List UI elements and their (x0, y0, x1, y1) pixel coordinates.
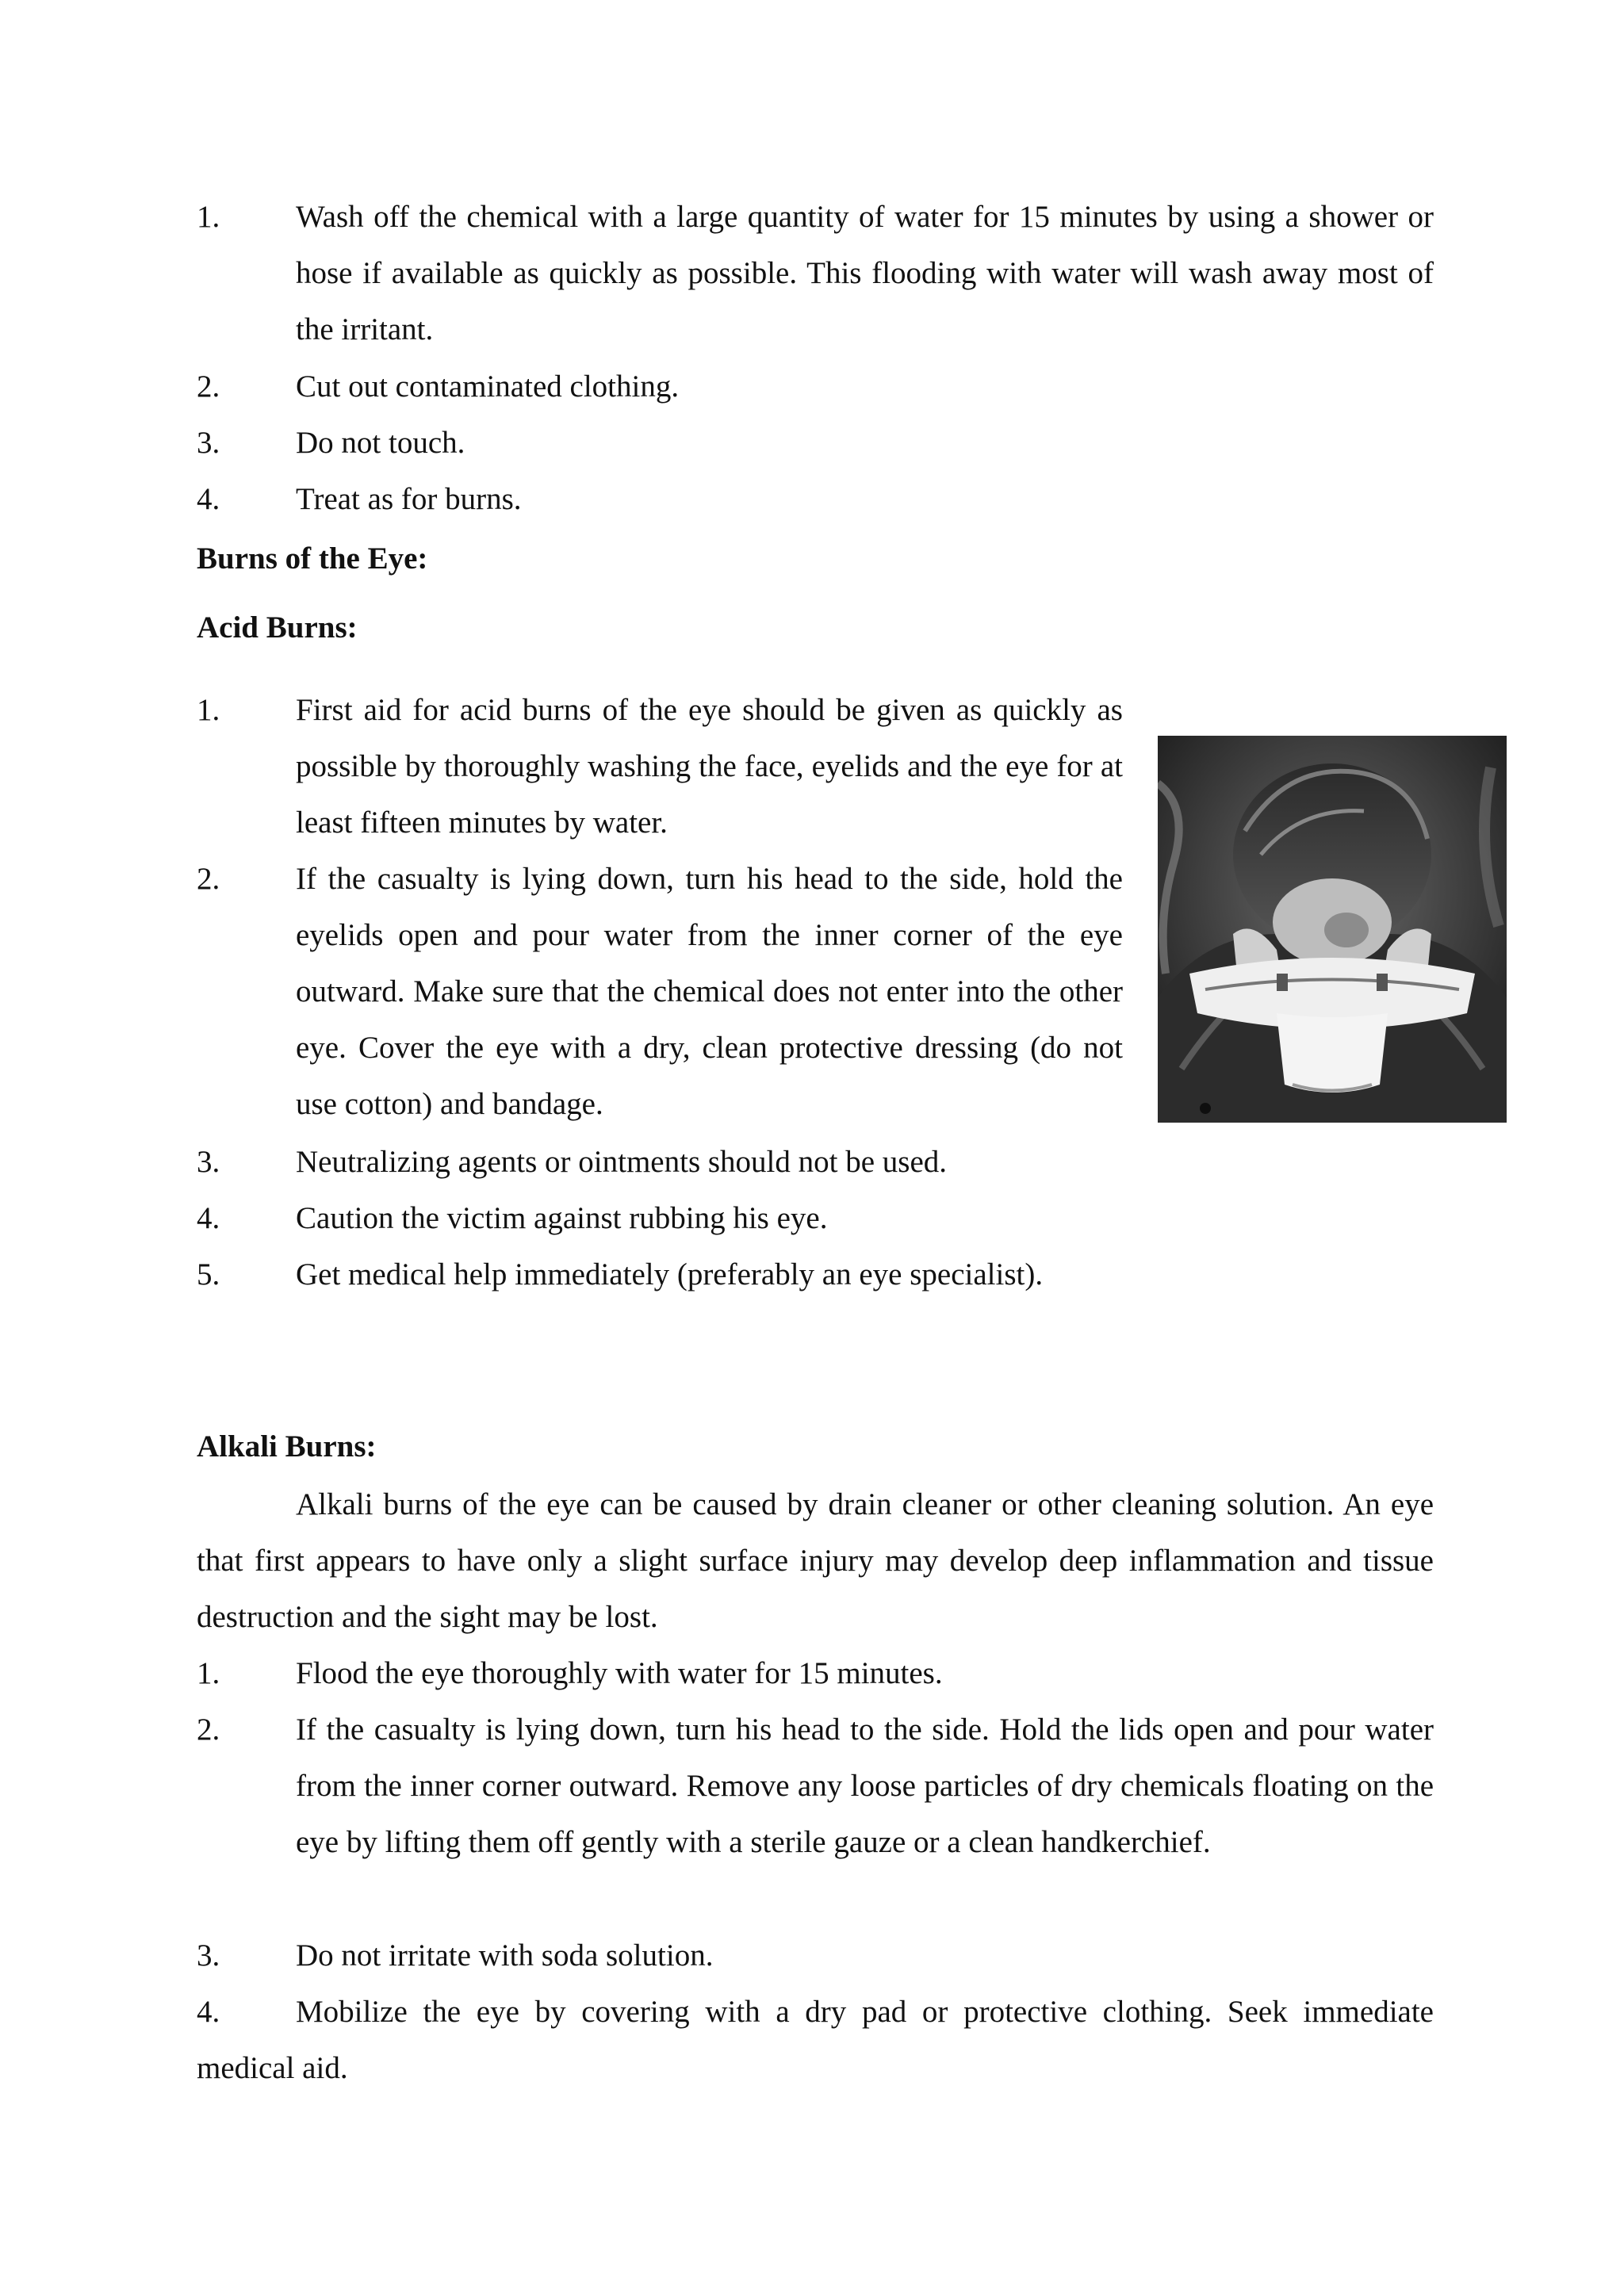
list-text: Wash off the chemical with a large quantity of water for 15 minutes by using a shower or hose if available as quickly as possible. This flooding with water will wash away most of the irritant. (296, 200, 1434, 346)
list-number: 3. (197, 426, 220, 460)
list-text: Treat as for burns. (296, 482, 522, 516)
list-text: Mobilize the eye by covering with a dry pad or protective clothing. Seek immediate medical aid. (197, 1995, 1434, 2085)
list-number: 1. (197, 1656, 220, 1690)
list-text: Caution the victim against rubbing his eye. (296, 1201, 828, 1235)
list-text: First aid for acid burns of the eye should be given as quickly as possible by thoroughly washing the face, eyelids and the eye for at least fifteen minutes by water. (296, 693, 1123, 840)
list-number: 1. (197, 693, 220, 727)
list-item (197, 471, 1434, 527)
list-number: 2. (197, 862, 220, 896)
list-number: 4. (197, 1995, 220, 2029)
alkali-intro-paragraph: Alkali burns of the eye can be caused by drain cleaner or other cleaning solution. An eye that first appears to have only a slight surface injury may develop deep inflammation and tissue destruction and the sight may be lost. (197, 1487, 1434, 1634)
list-number: 5. (197, 1257, 220, 1292)
eyewash-photo (1158, 736, 1507, 1123)
list-item (197, 415, 1434, 471)
list-number: 4. (197, 1201, 220, 1235)
list-item (197, 851, 1123, 1132)
list-item (197, 1645, 1434, 1701)
list-item (197, 1190, 1434, 1246)
list-number: 1. (197, 200, 220, 234)
list-item (197, 1246, 1434, 1303)
list-text: Neutralizing agents or ointments should not be used. (296, 1145, 948, 1179)
list-item (197, 1701, 1434, 1870)
list-item (197, 1134, 1434, 1190)
heading-burns-of-the-eye: Burns of the Eye: (197, 541, 428, 576)
list-item (197, 682, 1123, 851)
list-number: 2. (197, 369, 220, 404)
list-item (197, 1927, 1434, 1984)
heading-acid-burns: Acid Burns: (197, 610, 358, 645)
heading-alkali-burns: Alkali Burns: (197, 1429, 377, 1464)
list-text: If the casualty is lying down, turn his head to the side. Hold the lids open and pour water from the inner corner outward. Remove any loose particles of dry chemicals floating on the eye by lifting them off gently with a sterile gauze or a clean handkerchief. (296, 1712, 1434, 1859)
list-item (197, 189, 1434, 358)
list-text: Do not touch. (296, 426, 465, 460)
list-number: 4. (197, 482, 220, 516)
list-text: Do not irritate with soda solution. (296, 1938, 714, 1973)
list-number: 3. (197, 1145, 220, 1179)
list-item (197, 358, 1434, 415)
list-text: Flood the eye thoroughly with water for 15 minutes. (296, 1656, 943, 1690)
list-text: Get medical help immediately (preferably an eye specialist). (296, 1257, 1044, 1292)
list-number: 2. (197, 1712, 220, 1747)
list-text: Cut out contaminated clothing. (296, 369, 680, 404)
list-text: If the casualty is lying down, turn his head to the side, hold the eyelids open and pour water from the inner corner of the eye outward. Make sure that the chemical does not enter into the other eye. Cover the eye with a dry, clean protective dressing (do not use cotton) and bandage. (296, 862, 1123, 1121)
list-number: 3. (197, 1938, 220, 1973)
list-item (197, 1984, 1434, 2096)
